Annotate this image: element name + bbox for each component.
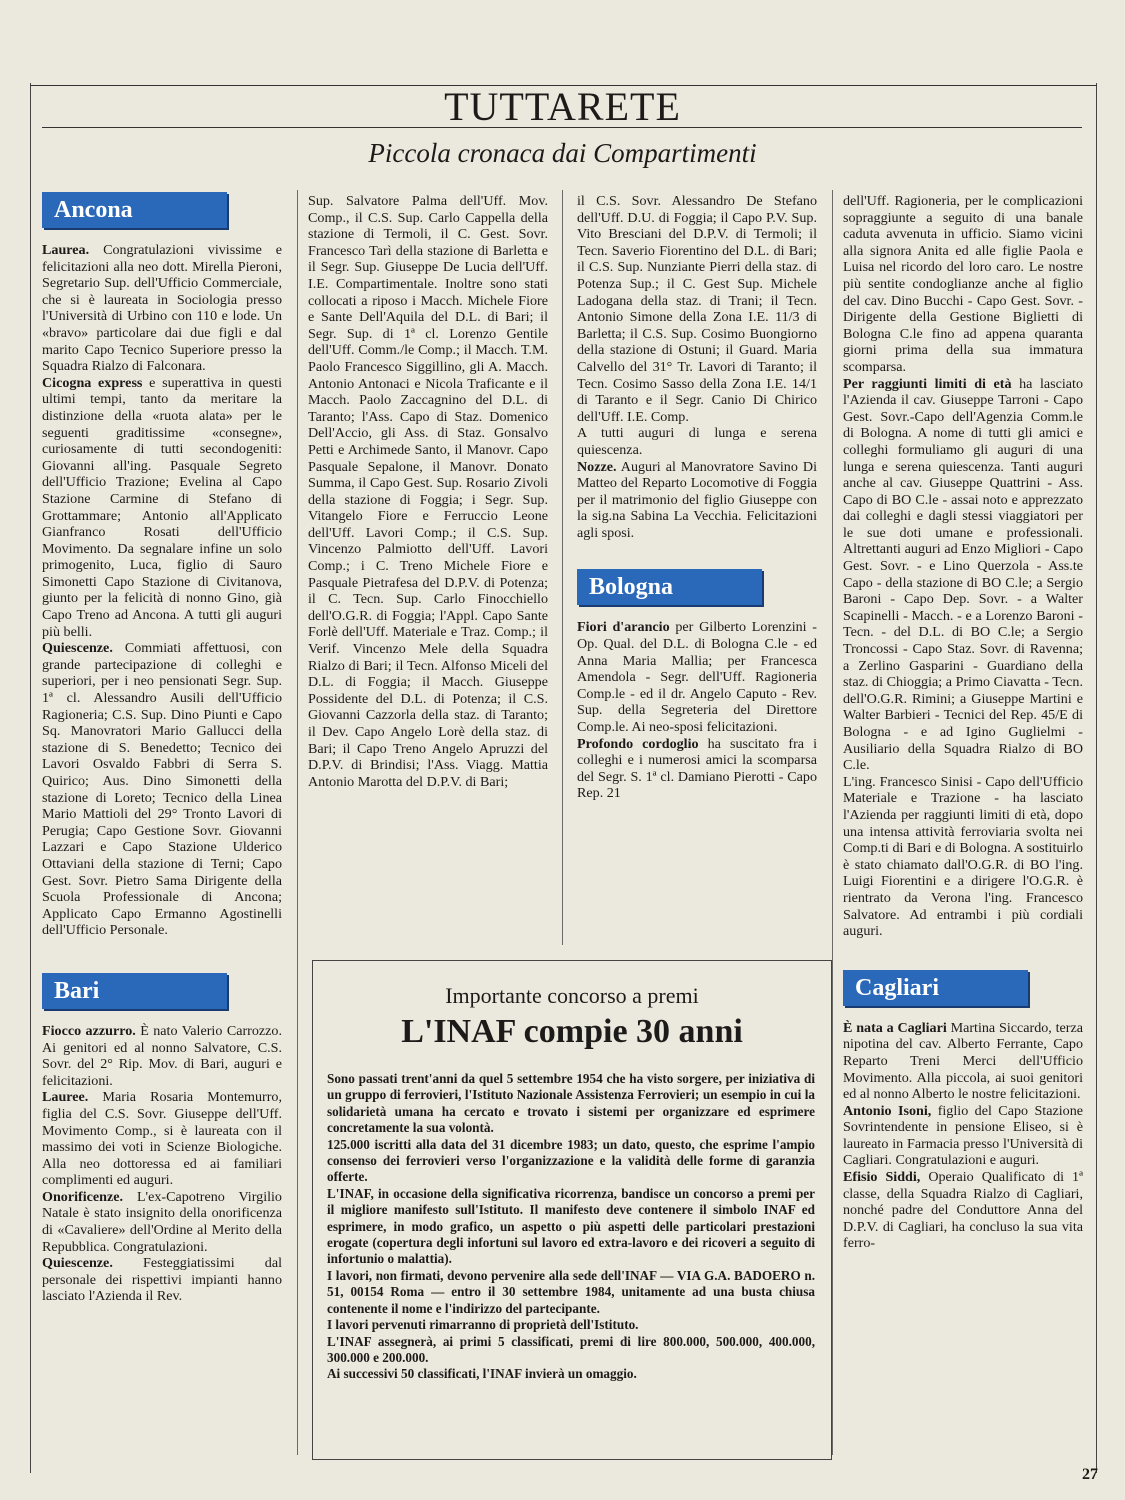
column-divider xyxy=(832,190,833,1455)
paragraph-text: L'ing. Francesco Sinisi - Capo dell'Ufficio Materiale e Trazione - ha lasciato l'Azienda per raggiunti limiti di età, dopo una intensa attività ferroviaria svolta nei Comp.ti di Bari e di Bologna. A sostituirlo è stato chiamato dall'O.G.R. di BO l'ing. Luigi Fiorentini e a dirigere l'O.G.R. è rientrato da Verona l'ing. Francesco Salvatore. Ad entrambi i più cordiali auguri. xyxy=(843,773,1083,940)
paragraph-text: ha suscitato fra i colleghi e i numerosi amici la scomparsa del Segr. S. 1ª cl. Damiano Pierotti - Capo Rep. 21 xyxy=(577,735,817,802)
bologna-body xyxy=(577,619,817,802)
bari-continued-body-2 xyxy=(577,193,817,541)
paragraph-text: Martina Siccardo, terza nipotina del cav. Alberto Ferrante, Capo Reparto Treni Merci dell'Ufficio Movimento. Alla piccola, ai suoi genitori ed al nonno Alberto le nostre felicitazioni. xyxy=(843,1019,1083,1103)
paragraph-lead: Fiori d'arancio xyxy=(577,619,670,636)
cagliari-paragraph xyxy=(843,1103,1083,1169)
paragraph-lead: Laurea. xyxy=(42,242,90,258)
paragraph-text: Congratulazioni vivissime e felicitazioni alla neo dott. Mirella Pieroni, Segretario Sup. dell'Ufficio Commerciale, che si è laureata in Sociologia presso l'Università di Urbino con 110 e lode. Un «bravo» particolare dai due figli e dal marito Capo Tecnico Superiore presso la Squadra Rialzo di Falconara. xyxy=(42,242,282,375)
inaf-paragraph: 125.000 iscritti alla data del 31 dicembre 1983; un dato, questo, che esprime l'ampio consenso dei ferrovieri verso l'organizzazione e la validità delle forme di garanzia offerte. xyxy=(327,1136,815,1185)
paragraph-text: per Gilberto Lorenzini - Op. Qual. del D.L. di Bologna C.le - ed Anna Maria Mallia; per Francesca Amendola - Segr. dell'Uff. Ragioneria Comp.le - ed il dr. Angelo Caputo - Rev. Sup. della Segreteria del Direttore Comp.le. Ai neo-sposi felicitazioni. xyxy=(577,619,817,736)
paragraph-text: Festeggiatissimi dal personale dei rispettivi impianti hanno lasciato l'Azienda il Rev. xyxy=(42,1255,282,1305)
paragraph-text: L'ex-Capotreno Virgilio Natale è stato insignito della onorificenza di «Cavaliere» dell'Ordine al Merito della Repubblica. Congratulazioni. xyxy=(42,1188,282,1255)
paragraph-lead: Per raggiunti limiti di età xyxy=(843,375,1012,392)
bologna-cont-paragraph xyxy=(843,376,1083,774)
paragraph-lead: Efisio Siddi, xyxy=(843,1169,921,1186)
column-1 xyxy=(42,192,282,1305)
inaf-paragraph: I lavori, non firmati, devono pervenire alla sede dell'INAF — VIA G.A. BADOERO n. 51, 00154 Roma — entro il 30 settembre 1984, unitamente ad una busta chiusa contenente il nome e l'indirizzo del partecipante. xyxy=(327,1267,815,1316)
paragraph-lead: Quiescenze. xyxy=(42,1255,113,1272)
section-heading-ancona: Ancona xyxy=(42,192,227,228)
column-divider xyxy=(562,190,563,945)
paragraph-lead: Profondo cordoglio xyxy=(577,735,699,752)
inaf-title: L'INAF compie 30 anni xyxy=(401,1013,743,1050)
paragraph-lead: Antonio Isoni, xyxy=(843,1102,932,1119)
bologna-paragraph xyxy=(577,736,817,802)
page-frame-right xyxy=(1096,83,1097,1473)
cagliari-paragraph xyxy=(843,1020,1083,1103)
paragraph-text: A tutti auguri di lunga e serena quiescenza. xyxy=(577,425,817,458)
page-number: 27 xyxy=(1082,1466,1098,1483)
column-4 xyxy=(843,193,1083,1252)
section-heading-cagliari: Cagliari xyxy=(843,970,1028,1006)
bologna-cont-paragraph xyxy=(843,193,1083,376)
cagliari-body xyxy=(843,1020,1083,1252)
paragraph-lead: Quiescenze. xyxy=(42,640,113,657)
paragraph-text: Operaio Qualificato di 1ª classe, della Squadra Rialzo di Cagliari, nonché padre del Conduttore Anna del D.P.V. di Cagliari, ha concluso la sua vita ferro- xyxy=(843,1169,1083,1252)
column-2 xyxy=(308,193,548,790)
inaf-paragraph: I lavori pervenuti rimarranno di proprietà dell'Istituto. xyxy=(327,1317,639,1333)
bari-cont2-paragraph xyxy=(577,459,817,542)
bari-paragraph xyxy=(42,1189,282,1255)
cagliari-paragraph xyxy=(843,1169,1083,1252)
inaf-subtitle: Importante concorso a premi xyxy=(445,983,699,1008)
bari-paragraph xyxy=(42,1255,282,1305)
bari-cont2-paragraph xyxy=(577,193,817,425)
inaf-announcement-box xyxy=(312,960,832,1460)
paragraph-lead: Onorificenze. xyxy=(42,1188,124,1205)
paragraph-text: Sup. Salvatore Palma dell'Uff. Mov. Comp., il C.S. Sup. Carlo Cappella della stazione di Termoli, il C. Gest. Sovr. Francesco Tarì della stazione di Barletta e il Segr. Sup. Giuseppe De Lucia dell'Uff. I.E. Compartimentale. Inoltre sono stati collocati a riposo i Macch. Michele Fiore e Sante Dell'Aquila del D.L. di Bari; il Segr. Sup. di 1ª cl. Lorenzo Gentile dell'Uff. Comm./le Comp.; il Macch. T.M. Paolo Francesco Siggillino, gli A. Macch. Antonio Antonaci e Nicola Traficante e il Macch. Paolo Zaccagnino del D.L. di Taranto; l'Ass. Capo di Staz. Domenico Dell'Accio, gli Ass. di Staz. Gonsalvo Petti e Archimede Santo, il Manovr. Capo Pasquale Sepalone, il Manovr. Donato Summa, il Capo Gest. Sup. Rosario Zivoli della stazione di Foggia; i Segr. Sup. Vitangelo Fiore e Ferruccio Leone dell'Uff. Lavori Comp.; il C.S. Sup. Vincenzo Palmiotto dell'Uff. Lavori Comp.; i C. Treno Michele Fiore e Pasquale Pietrafesa del D.P.V. di Potenza; il C. Tecn. Sup. Carlo Finocchiello dell'O.G.R. di Foggia; l'Appl. Capo Sante Forlè dell'Uff. Materiale e Traz. Comp.; il Verif. Vincenzo Mele della Squadra Rialzo di Bari; il Tecn. Alfonso Miceli del D.L. di Foggia; il Macch. Giuseppe Possidente del D.L. di Potenza; il C.S. Giovanni Cazzorla della staz. di Taranto; il Dev. Capo Angelo Lorè della staz. di Bari; il Capo Treno Angelo Apruzzi del D.P.V. di Brindisi; l'Ass. Viagg. Mattia Antonio Marotta del D.P.V. di Bari; xyxy=(308,193,548,790)
bari-paragraph xyxy=(42,1023,282,1089)
page-frame-left xyxy=(30,83,31,1473)
paragraph-text: e superattiva in questi ultimi tempi, tanto da meritare la distinzione della «ruota alata» per le seguenti graditissime «consegne», curiosamente di tutti secondogeniti: Giovanni all'ing. Pasquale Segreto dell'Ufficio Trazione; Evelina al Capo Stazione Carmine di Stefano di Grottammare; Antonio all'Applicato Gianfranco Rosati dell'Ufficio Movimento. Da segnalare infine un solo primogenito, Luca, figlio di Sauro Simonetti Capo Stazione di Civitanova, giunto per la felicità di nonno Gino, già Capo Treno ad Ancona. A tutti gli auguri più belli. xyxy=(42,374,282,640)
paragraph-text: Commiati affettuosi, con grande partecipazione di colleghi e superiori, per i neo pensionati Segr. Sup. 1ª cl. Alessandro Ausili dell'Ufficio Ragioneria; C.S. Sup. Dino Piunti e Capo Sq. Manovratori Mario Gallucci della stazione di S. Benedetto; Tecnico dei Lavori Osvaldo Fabbri di Serra S. Quirico; Aus. Dino Simonetti della stazione di Loreto; Tecnico della Linea Mario Mattioli del 29° Tronto Lavori di Perugia; Capo Gestione Sovr. Giovanni Lazzari e Capo Stazione Ulderico Ottaviani della stazione di Terni; Capo Gest. Sovr. Pietro Sama Dirigente della Scuola Professionale di Ancona; Applicato Capo Ermanno Agostinelli dell'Ufficio Personale. xyxy=(42,640,282,939)
inaf-paragraph: L'INAF, in occasione della significativa ricorrenza, bandisce un concorso a premi per il migliore manifesto sull'Istituto. Il manifesto deve contenere il simbolo INAF ed esprimere, in modo grafico, un aspetto o più aspetti delle particolari prestazioni erogate (copertura degli infortuni sul lavoro ed extra-lavoro e dei ricoveri a seguito di infortunio o malattia). xyxy=(327,1185,815,1267)
paragraph-text: il C.S. Sovr. Alessandro De Stefano dell'Uff. D.U. di Foggia; il Capo P.V. Sup. Vito Bresciani del D.P.V. di Termoli; il Tecn. Saverio Fiorentino del D.L. di Bari; il C.S. Sup. Nunziante Pierri della staz. di Potenza Sup.; il C. Gest Sup. Michele Ladogana della staz. di Trani; il Tecn. Antonio Simone della Zona I.E. 11/3 di Barletta; il C.S. Sup. Cosimo Buongiorno della stazione di Ostuni; il Guard. Maria Calvello del 31° Tr. Lavori di Taranto; il Tecn. Cosimo Sasso della Zona I.E. 14/1 di Taranto e il Segr. Canio Di Chirico dell'Uff. I.E. Comp. xyxy=(577,193,817,425)
bari-continued-body xyxy=(308,193,548,790)
paragraph-text: È nato Valerio Carrozzo. Ai genitori ed al nonno Salvatore, C.S. Sovr. del 2° Rip. Mov. di Bari, auguri e felicitazioni. xyxy=(42,1022,282,1089)
page-subtitle: Piccola cronaca dai Compartimenti xyxy=(368,138,757,168)
bari-body xyxy=(42,1023,282,1305)
column-3 xyxy=(577,193,817,802)
paragraph-lead: Nozze. xyxy=(577,458,617,475)
inaf-body xyxy=(327,1071,815,1383)
paragraph-lead: Lauree. xyxy=(42,1089,89,1106)
ancona-paragraph xyxy=(42,640,282,939)
inaf-paragraph: Ai successivi 50 classificati, l'INAF invierà un omaggio. xyxy=(327,1366,637,1382)
bologna-paragraph xyxy=(577,619,817,735)
page-title: TUTTARETE xyxy=(444,84,681,129)
paragraph-lead: Fiocco azzurro. xyxy=(42,1022,136,1039)
ancona-body xyxy=(42,242,282,939)
paragraph-lead: È nata a Cagliari xyxy=(843,1019,947,1036)
bari-paragraph xyxy=(42,1089,282,1189)
column-divider xyxy=(297,190,298,1455)
bari-cont2-paragraph xyxy=(577,425,817,458)
ancona-paragraph xyxy=(42,242,282,375)
section-heading-bologna: Bologna xyxy=(577,569,762,605)
bologna-continued-body xyxy=(843,193,1083,940)
ancona-paragraph xyxy=(42,375,282,641)
paragraph-text: ha lasciato l'Azienda il cav. Giuseppe Tarroni - Capo Gest. Sovr.-Capo dell'Agenzia Comm.le di Bologna. A nome di tutti gli amici e colleghi formuliamo gli auguri di una lunga e serena quiescenza. Tanti auguri anche al cav. Giuseppe Quattrini - Ass. Capo di BO C.le - assai noto e apprezzato dai colleghi e dagli stessi viaggiatori per le sue doti umane e professionali. Altrettanti auguri ad Enzo Migliori - Capo Gest. Sovr. - e Lino Querzola - Ass.te Capo - della stazione di BO C.le; a Sergio Baroni - Capo Dep. Sovr. - a Walter Scapinelli - Macch. - e a Lorenzo Baroni - Tecn. - del D.L. di BO C.le; a Sergio Troncossi - Capo Staz. Sovr. di Ravenna; a Zerlino Gasparini - Guardiano della staz. di Chioggia; a Primo Ciavatta - Tecn. dell'O.G.R. Rimini; a Giuseppe Martini e Walter Barbieri - Tecnici del Rep. 45/E di Bologna - e ad Igino Guglielmi - Ausiliario della Squadra Rialzo di BO C.le. xyxy=(843,375,1083,774)
paragraph-text: Maria Rosaria Montemurro, figlia del C.S. Sovr. Giuseppe dell'Uff. Movimento Comp., si è laureata con il massimo dei voti in Scienze Biologiche. Alla neo dottoressa ed ai familiari complimenti ed auguri. xyxy=(42,1089,283,1189)
paragraph-text: dell'Uff. Ragioneria, per le complicazioni sopraggiunte a seguito di una banale caduta avvenuta in ufficio. Siamo vicini alla signora Anita ed alle figlie Paola e Luisa nel ricordo del loro caro. Le nostre più sentite condoglianze anche al figlio del cav. Dino Bucchi - Capo Gest. Sovr. - Dirigente della Gestione Biglietti di Bologna C.le fino ad appena quaranta giorni prima della sua immatura scomparsa. xyxy=(843,193,1083,375)
paragraph-text: Auguri al Manovratore Savino Di Matteo del Reparto Locomotive di Foggia per il matrimonio del figlio Giuseppe con la sig.na Sabina La Vecchia. Felicitazioni agli sposi. xyxy=(577,458,817,541)
paragraph-text: figlio del Capo Stazione Sovrintendente in pensione Eliseo, si è laureato in Farmacia presso l'Università di Cagliari. Congratulazioni e auguri. xyxy=(843,1102,1083,1169)
bari-cont-paragraph xyxy=(308,193,548,790)
section-heading-bari: Bari xyxy=(42,973,227,1009)
inaf-paragraph: Sono passati trent'anni da quel 5 settembre 1954 che ha visto sorgere, per iniziativa di un gruppo di ferrovieri, l'Istituto Nazionale Assistenza Ferrovieri; un esempio in cui la solidarietà umana ha cercato e trovato i sistemi per organizzare ed esprimere concretamente la sua volontà. xyxy=(327,1071,815,1136)
inaf-paragraph: L'INAF assegnerà, ai primi 5 classificati, premi di lire 800.000, 500.000, 400.000, 300.000 e 200.000. xyxy=(327,1333,815,1365)
paragraph-lead: Cicogna express xyxy=(42,374,143,391)
bologna-cont-paragraph xyxy=(843,774,1083,940)
